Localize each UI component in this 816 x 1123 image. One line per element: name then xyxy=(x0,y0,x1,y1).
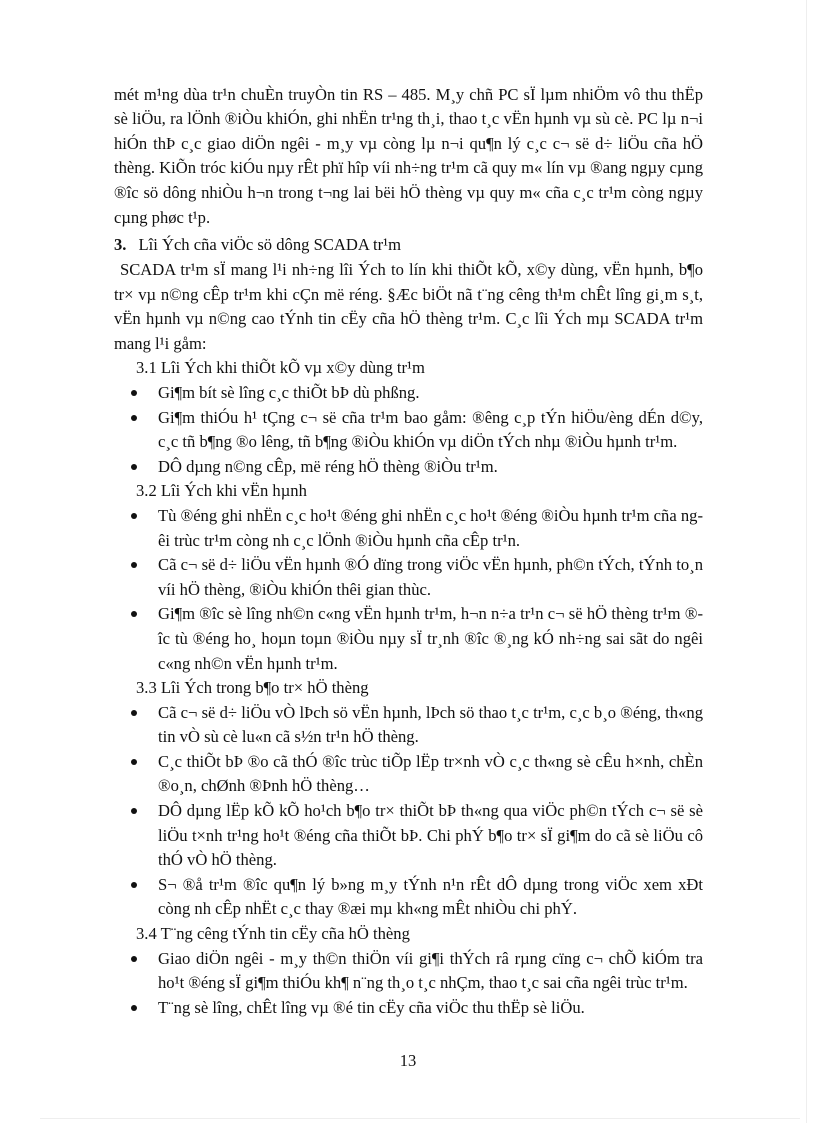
subsection-heading: 3.2 Lîi Ých khi vËn hµnh xyxy=(136,481,307,501)
page-bottom-divider xyxy=(40,1118,800,1119)
page-edge-divider xyxy=(806,0,807,1123)
bullet-list xyxy=(114,701,703,922)
subsection-3-1 xyxy=(114,356,703,479)
subsection-3-4 xyxy=(114,922,703,1020)
bullet-item: Tù ®éng ghi nhËn c¸c ho¹t ®éng ghi nhËn c¸c ho¹t ®éng ®iÒu hµnh tr¹m cña ngêi trùc tr¹m còng nh c¸c lÖnh ®iÒu hµnh cña cÊp tr¹n. xyxy=(158,504,703,553)
subsection-3-2 xyxy=(114,479,703,676)
bullet-item: S¬ ®å tr¹m ®îc qu¶n lý b»ng m¸y tÝnh n¹n rÊt dÔ dµng trong viÖc xem xÐt còng nh cÊp nhËt c¸c thay ®æi mµ kh«ng mÊt nhiÒu chi phÝ. xyxy=(158,873,703,922)
bullet-item: DÔ dµng lËp kÕ kÕ ho¹ch b¶o tr× thiÕt bÞ th«ng qua viÖc ph©n tÝch c¬ së sè liÖu t×nh tr¹ng ho¹t ®éng cña thiÕt bÞ. Chi phÝ b¶o tr× sÏ gi¶m do cã sè liÖu cô thÓ vÒ hÖ thèng. xyxy=(158,799,703,873)
bullet-list xyxy=(114,947,703,1021)
subsection-heading: 3.3 Lîi Ých trong b¶o tr× hÖ thèng xyxy=(136,678,369,698)
subsection-3-3 xyxy=(114,676,703,922)
bullet-item: Gi¶m ®îc sè lîng nh©n c«ng vËn hµnh tr¹m, h¬n n÷a tr¹n c¬ së hÖ thèng tr¹m ®îc tù ®éng ho¸ hoµn toµn ®iÒu nµy sÏ tr¸nh ®îc ®¸ng kÓ nh÷ng sai sãt do ngêi c«ng nh©n vËn hµnh tr¹m. xyxy=(158,602,703,676)
section-heading xyxy=(114,232,703,258)
intro-paragraph: mét m¹ng dùa tr¹n chuÈn truyÒn tin RS – 485. M¸y chñ PC sÏ lµm nhiÖm vô thu thËp sè liÖu, ra lÖnh ®iÒu khiÓn, ghi nhËn tr¹ng th¸i, thao t¸c vËn hµnh vµ sù cè. PC lµ n¬i hiÓn thÞ c¸c giao diÖn ngêi - m¸y vµ còng lµ n¬i qu¶n lý c¸c c¬ së d÷ liÖu cña hÖ thèng. KiÕn tróc kiÓu nµy rÊt phï hîp víi nh÷ng tr¹m cã quy m« lín vµ ®ang ngµy cµng ®îc sö dông nhiÒu h¬n trong t¬ng lai bëi hÖ thèng vµ quy m« cña c¸c tr¹m còng ngµy cµng phøc t¹p. xyxy=(114,84,703,227)
bullet-item: Cã c¬ së d÷ liÖu vËn hµnh ®Ó dïng trong viÖc vËn hµnh, ph©n tÝch, tÝnh to¸n víi hÖ thèng, ®iÒu khiÓn thêi gian thùc. xyxy=(158,553,703,602)
bullet-list xyxy=(114,381,703,479)
subsection-heading: 3.4 T¨ng cêng tÝnh tin cËy cña hÖ thèng xyxy=(136,924,410,944)
section-number: 3. xyxy=(114,235,127,254)
bullet-item: Gi¶m thiÓu h¹ tÇng c¬ së cña tr¹m bao gåm: ®êng c¸p tÝn hiÖu/èng dÉn d©y, c¸c tñ b¶ng ®o lêng, tñ b¶ng ®iÒu khiÓn vµ diÖn tÝch nhµ ®iÒu hµnh tr¹m. xyxy=(158,406,703,455)
bullet-item: Giao diÖn ngêi - m¸y th©n thiÖn víi gi¶i thÝch râ rµng cïng c¬ chÕ kiÓm tra ho¹t ®éng sÏ gi¶m thiÓu kh¶ n¨ng th¸o t¸c nhÇm, thao t¸c sai cña ngêi trùc tr¹m. xyxy=(158,947,703,996)
bullet-item: Cã c¬ së d÷ liÖu vÒ lÞch sö vËn hµnh, lÞch sö thao t¸c tr¹m, c¸c b¸o ®éng, th«ng tin vÒ sù cè lu«n cã s½n tr¹n hÖ thèng. xyxy=(158,701,703,750)
section-title: Lîi Ých cña viÖc sö dông SCADA tr¹m xyxy=(138,235,402,254)
section-intro: SCADA tr¹m sÏ mang l¹i nh÷ng lîi Ých to lín khi thiÕt kÕ, x©y dùng, vËn hµnh, b¶o tr× vµ n©ng cÊp tr¹m khi cÇn më réng. §Æc biÖt nã t¨ng cêng th¹m chÊt lîng gi¸m s¸t, vËn hµnh vµ n©ng cao tÝnh tin cËy cña hÖ thèng tr¹m. C¸c lîi Ých mµ SCADA tr¹m mang l¹i gåm: xyxy=(114,260,703,353)
bullet-item: C¸c thiÕt bÞ ®o cã thÓ ®îc trùc tiÕp lËp tr×nh vÒ c¸c th«ng sè cÊu h×nh, chÈn ®o¸n, chØnh ®Þnh hÖ thèng… xyxy=(158,750,703,799)
bullet-list xyxy=(114,504,703,676)
bullet-item: T¨ng sè lîng, chÊt lîng vµ ®é tin cËy cña viÖc thu thËp sè liÖu. xyxy=(158,996,703,1021)
bullet-item: DÔ dµng n©ng cÊp, më réng hÖ thèng ®iÒu tr¹m. xyxy=(158,455,703,480)
bullet-item: Gi¶m bít sè lîng c¸c thiÕt bÞ dù phßng. xyxy=(158,381,703,406)
subsection-heading: 3.1 Lîi Ých khi thiÕt kÕ vµ x©y dùng tr¹m xyxy=(136,358,425,378)
page-number: 13 xyxy=(399,1051,417,1070)
section-3 xyxy=(114,232,703,1020)
